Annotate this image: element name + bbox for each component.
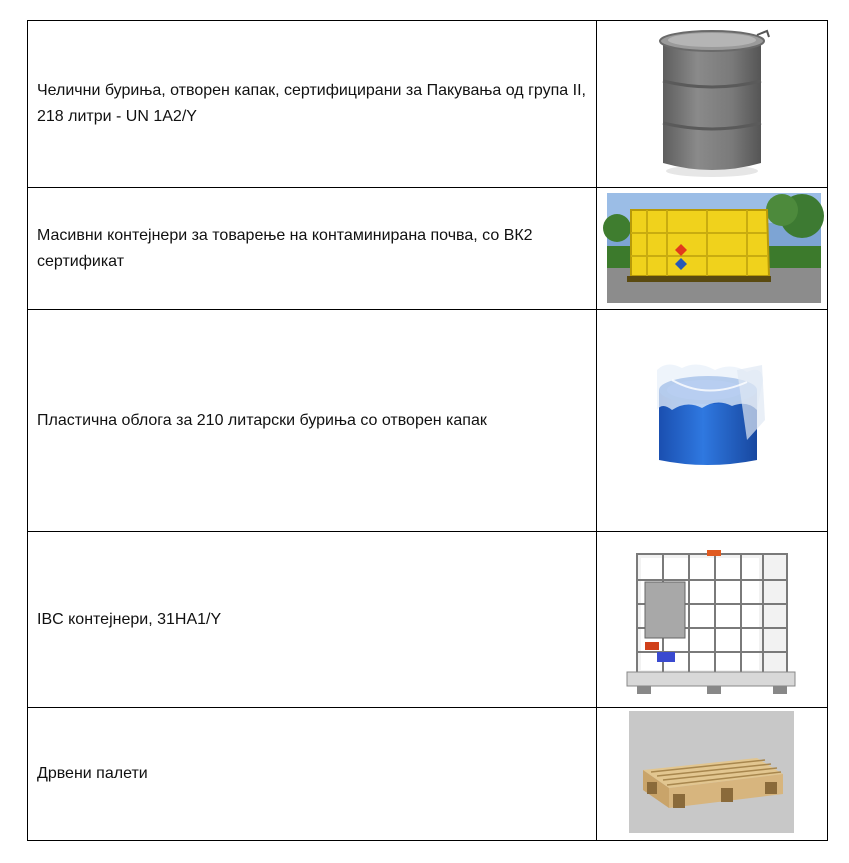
yellow-container-image-cell [597,188,828,310]
ibc-container-image [597,532,827,707]
row-description: Масивни контејнери за товарење на контаминирана почва, со ВК2 сертификат [28,188,597,310]
packaging-table [27,20,828,841]
blue-drum-image-cell [597,310,828,532]
wooden-pallet-image [597,708,827,840]
table-row [28,21,828,188]
table-row [28,310,828,532]
table-row [28,532,828,708]
row-description: IBC контејнери, 31HA1/Y [28,532,597,708]
ibc-image-cell [597,532,828,708]
yellow-container-image [597,188,827,309]
pallet-image-cell [597,708,828,841]
steel-drum-image [597,21,827,187]
row-description: Дрвени палети [28,708,597,841]
row-description: Челични буриња, отворен капак, сертифицирани за Пакувања од група II, 218 литри - UN 1A2/Y [28,21,597,188]
table-row [28,708,828,841]
steel-drum-image-cell [597,21,828,188]
blue-drum-liner-image [597,310,827,531]
table-row [28,188,828,310]
row-description: Пластична облога за 210 литарски буриња со отворен капак [28,310,597,532]
